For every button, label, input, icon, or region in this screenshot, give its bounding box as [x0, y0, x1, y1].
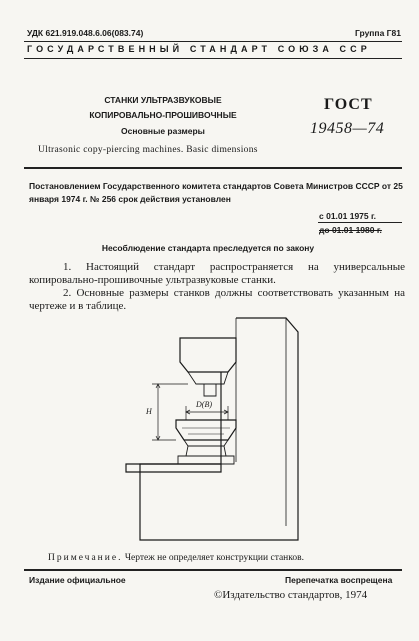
paragraph-2: 2. Основные размеры станков должны соответствовать указанным на чертеже и в таблице.: [29, 287, 405, 312]
dimension-h-label: H: [146, 407, 152, 416]
publisher-copyright: ©Издательство стандартов, 1974: [214, 589, 368, 601]
title-line-2: КОПИРОВАЛЬНО-ПРОШИВОЧНЫЕ: [89, 110, 237, 120]
head-outline: [180, 338, 236, 372]
heading-rule: [24, 58, 402, 59]
column-inner: [236, 318, 286, 526]
warning-text: Несоблюдение стандарта преследуется по закону: [101, 243, 315, 253]
head-lower: [188, 372, 228, 384]
table-support: [186, 446, 226, 456]
paragraph-1: 1. Настоящий стандарт распространяется на универсальные копировально-прошивочные ультразвуковые станки.: [29, 261, 405, 286]
valid-from: с 01.01 1975 г.: [319, 211, 377, 221]
state-standard-heading: ГОСУДАРСТВЕННЫЙ СТАНДАРТ СОЮЗА ССР: [27, 44, 371, 54]
top-rule: [24, 41, 402, 42]
spindle: [204, 384, 216, 396]
machine-drawing: [118, 312, 318, 544]
footer-rule: [24, 569, 402, 571]
table-base: [178, 456, 234, 464]
note-lead: Примечание.: [48, 553, 123, 563]
reprint-prohibited: Перепечатка воспрещена: [285, 575, 393, 585]
english-title: Ultrasonic copy-piercing machines. Basic dimensions: [38, 145, 258, 155]
validity-underline: [318, 222, 402, 223]
decree-text: Постановлением Государственного комитета стандартов Совета Министров СССР от 25 января 1974 г. № 256 срок действия установлен: [29, 181, 403, 204]
group-code: Группа Г81: [355, 28, 401, 38]
note: [48, 553, 304, 563]
gost-label: ГОСТ: [324, 96, 373, 113]
note-text: Чертеж не определяет конструкции станков.: [124, 553, 305, 563]
udk-code: УДК 621.919.048.6.06(083.74): [27, 28, 144, 38]
valid-until: до 01.01 1980 г.: [319, 225, 382, 235]
title-line-1: СТАНКИ УЛЬТРАЗВУКОВЫЕ: [104, 95, 222, 105]
column-outline: [140, 318, 298, 540]
title-line-3: Основные размеры: [121, 126, 205, 136]
table-lines: [182, 428, 230, 434]
official-edition: Издание официальное: [29, 575, 126, 585]
dimension-h: [152, 384, 188, 440]
table-top: [176, 420, 236, 440]
dimension-d-label: D(B): [196, 400, 212, 409]
gost-number: 19458—74: [310, 120, 385, 137]
title-rule: [24, 167, 402, 169]
